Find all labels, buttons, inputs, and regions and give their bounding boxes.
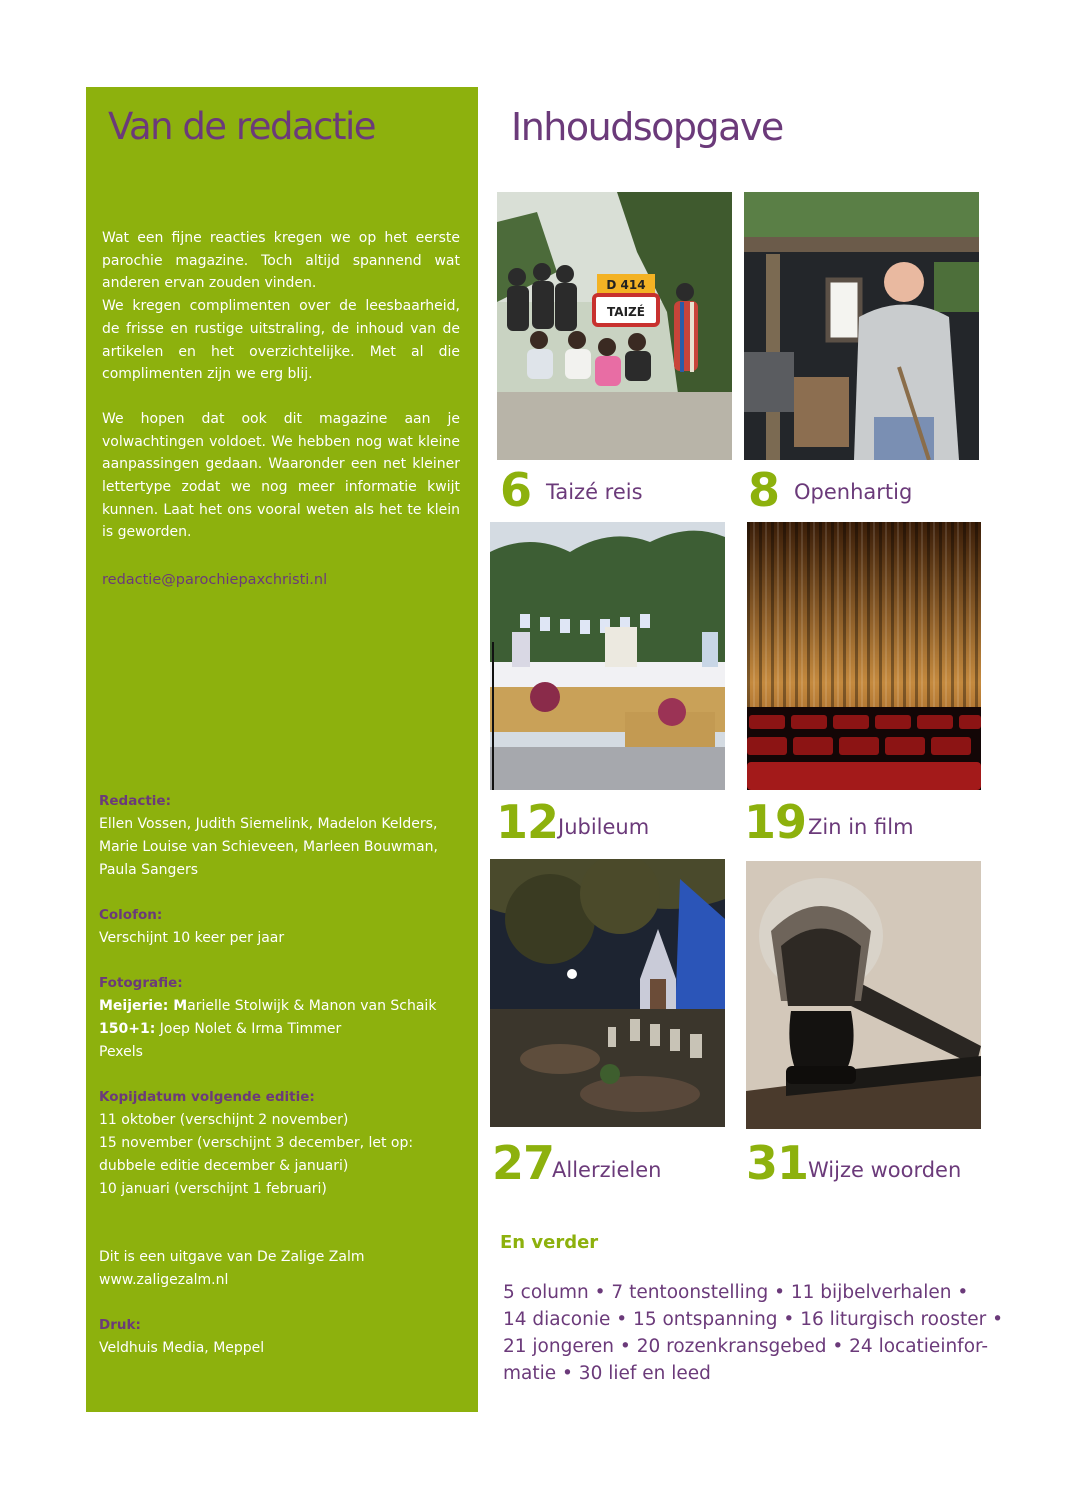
toc-title: Inhoudsopgave	[511, 105, 783, 149]
editorial-paragraph-2: We hopen dat ook dit magazine aan je volwachtingen voldoet. We hebben nog wat kleine aanpassingen gedaan. Waaronder een net kleiner lettertype zodat we nog meer informatie kwijt kunnen. Laat het ons vooral weten als het te klein is geworden.	[102, 410, 460, 541]
redactie-block	[99, 790, 469, 882]
kopij-label: Kopijdatum volgende editie:	[99, 1089, 315, 1105]
verder-line: 21 jongeren • 20 rozenkransgebed • 24 locatieinfor-	[503, 1336, 989, 1357]
kopij-line: dubbele editie december & januari)	[99, 1158, 349, 1174]
photo-allerzielen-cemetery	[490, 859, 725, 1127]
uitgave-block	[99, 1246, 469, 1292]
toc-page-number: 19	[744, 795, 807, 849]
toc-item-label[interactable]: Allerzielen	[552, 1158, 662, 1182]
kopij-line: 10 januari (verschijnt 1 februari)	[99, 1181, 327, 1197]
colophon	[99, 790, 469, 1382]
toc-page-number: 8	[748, 463, 780, 517]
fotografie-label: Fotografie:	[99, 975, 183, 991]
editorial-email-link[interactable]: redactie@parochiepaxchristi.nl	[102, 572, 328, 588]
foto-meijerie-label: Meijerie: M	[99, 998, 188, 1014]
photo-sign-bottom: TAIZÉ	[607, 305, 645, 319]
toc-page-number: 6	[500, 463, 532, 517]
kopij-line: 11 oktober (verschijnt 2 november)	[99, 1112, 349, 1128]
photo-man-openhartig	[744, 192, 979, 460]
editorial-column	[86, 87, 478, 1412]
foto-150	[99, 1018, 469, 1041]
foto-150-label: 150+1:	[99, 1021, 156, 1037]
druk-text: Veldhuis Media, Meppel	[99, 1340, 265, 1356]
colofon-text: Verschijnt 10 keer per jaar	[99, 930, 285, 946]
colofon-label: Colofon:	[99, 907, 163, 923]
toc-page-number: 27	[492, 1136, 555, 1190]
editorial-title: Van de redactie	[108, 105, 376, 148]
editorial-paragraph-1b: We kregen complimenten over de leesbaarheid, de frisse en rustige uitstraling, de inhoud van de artikelen en het overzichtelijke. Met al die complimenten zijn we erg blij.	[102, 298, 460, 383]
toc-item-label[interactable]: Zin in film	[808, 815, 914, 839]
toc-item-label[interactable]: Wijze woorden	[808, 1158, 962, 1182]
verder-heading: En verder	[500, 1232, 599, 1253]
kopij-block	[99, 1086, 469, 1201]
kopij-line: 15 november (verschijnt 3 december, let op:	[99, 1135, 414, 1151]
editorial-intro	[102, 227, 460, 544]
toc-item-label[interactable]: Taizé reis	[546, 480, 643, 504]
uitgave-website-link[interactable]: www.zaligezalm.nl	[99, 1272, 229, 1288]
photo-cinema-curtain	[747, 522, 981, 790]
foto-150-text: Joep Nolet & Irma Timmer	[155, 1021, 342, 1037]
foto-pexels: Pexels	[99, 1044, 143, 1060]
druk-label: Druk:	[99, 1317, 141, 1333]
foto-meijerie-text: arielle Stolwijk & Manon van Schaik	[187, 998, 437, 1014]
photo-jubileum-altar	[490, 522, 725, 790]
druk-block	[99, 1314, 469, 1360]
verder-line: 14 diaconie • 15 ontspanning • 16 liturgisch rooster •	[503, 1309, 1003, 1330]
toc-item-label[interactable]: Jubileum	[558, 815, 650, 839]
toc-item-label[interactable]: Openhartig	[794, 480, 913, 504]
redactie-line: Ellen Vossen, Judith Siemelink, Madelon Kelders,	[99, 816, 438, 832]
redactie-line: Marie Louise van Schieveen, Marleen Bouwman,	[99, 839, 438, 855]
uitgave-text: Dit is een uitgave van De Zalige Zalm	[99, 1249, 365, 1265]
fotografie-block	[99, 972, 469, 1064]
toc-page-number: 12	[496, 795, 559, 849]
photo-taize-group	[497, 192, 732, 460]
editorial-paragraph-1: Wat een fijne reacties kregen we op het eerste parochie magazine. Toch altijd spannend wat anderen ervan zouden vinden.	[102, 230, 460, 292]
verder-list	[503, 1279, 1003, 1387]
redactie-line: Paula Sangers	[99, 862, 199, 878]
redactie-label: Redactie:	[99, 793, 171, 809]
verder-line: matie • 30 lief en leed	[503, 1363, 711, 1384]
verder-line: 5 column • 7 tentoonstelling • 11 bijbelverhalen •	[503, 1282, 969, 1303]
photo-shaving-brush	[746, 861, 981, 1129]
photo-sign-top: D 414	[606, 278, 646, 292]
foto-meijerie	[99, 995, 469, 1018]
toc-page-number: 31	[746, 1136, 809, 1190]
colofon-block	[99, 904, 469, 950]
